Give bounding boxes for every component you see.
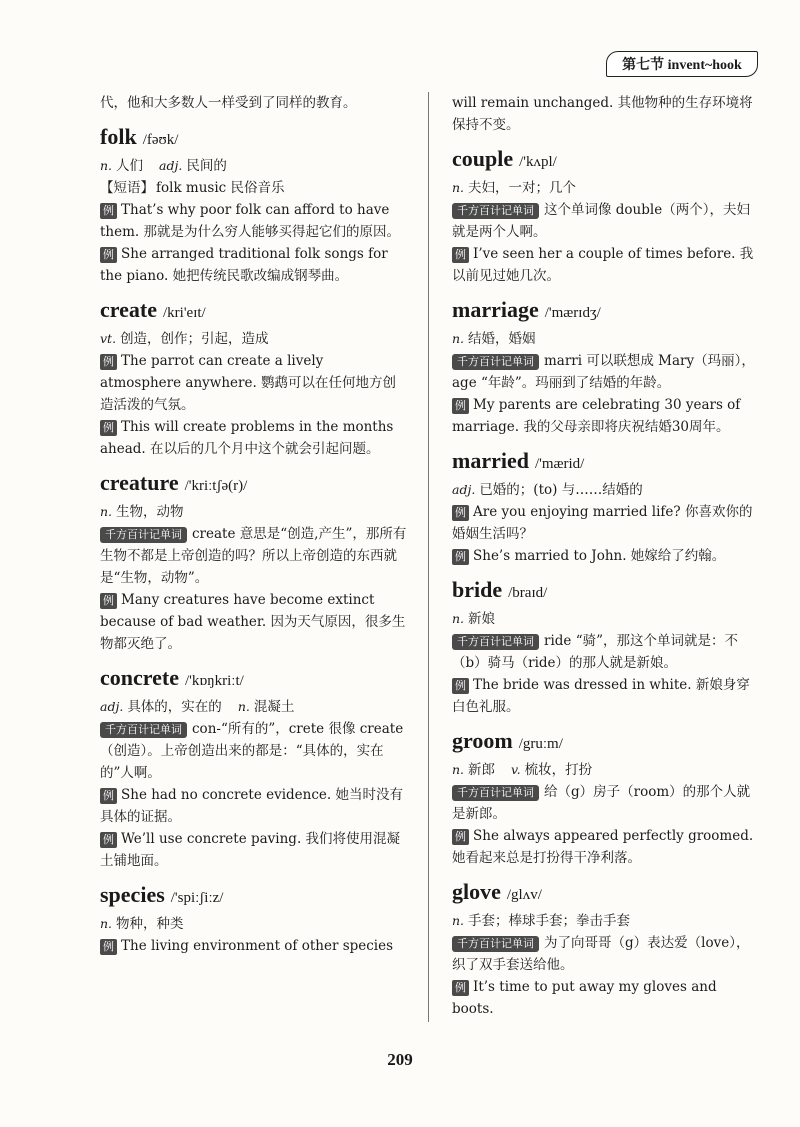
definition: 物种，种类 <box>116 916 184 932</box>
entry-married <box>452 448 762 567</box>
phrase-label: 【短语】 <box>100 180 154 196</box>
example-badge: 例 <box>100 788 117 804</box>
headword: create <box>100 297 157 322</box>
example-sentence: She had no concrete evidence. 她当时没有具体的证据。 <box>100 787 403 825</box>
example-sentence: She always appeared perfectly groomed. 她看起来总是打扮得干净利落。 <box>452 828 754 866</box>
definition: 已婚的；(to) 与……结婚的 <box>479 482 643 498</box>
entry-creature <box>100 470 408 655</box>
memory-tip-text: 给（g）房子（room）的那个人就是新郎。 <box>452 784 751 822</box>
definition: 新娘 <box>468 611 496 627</box>
memory-tip-badge: 千方百计记单词 <box>452 785 539 801</box>
entry-concrete <box>100 665 408 872</box>
definition: 手套；棒球手套；拳击手套 <box>468 913 631 929</box>
definition: 具体的，实在的 <box>127 699 222 715</box>
example-sentence: Many creatures have become extinct because of bad weather. 因为天气原因，很多生物都灭绝了。 <box>100 592 406 652</box>
example-badge: 例 <box>100 354 117 370</box>
part-of-speech: vt. <box>100 331 117 346</box>
example-sentence: That’s why poor folk can afford to have them. 那就是为什么穷人能够买得起它们的原因。 <box>100 202 400 240</box>
example-badge: 例 <box>100 420 117 436</box>
example-sentence: This will create problems in the months ahead. 在以后的几个月中这个就会引起问题。 <box>100 419 394 457</box>
part-of-speech: v. <box>511 762 521 777</box>
memory-tip-badge: 千方百计记单词 <box>452 354 539 370</box>
definition: 梳妆，打扮 <box>524 762 593 778</box>
part-of-speech: n. <box>452 180 465 195</box>
part-of-speech: adj. <box>452 482 476 497</box>
memory-tip-badge: 千方百计记单词 <box>100 527 187 543</box>
example-sentence: It’s time to put away my gloves and boots. <box>452 979 717 1017</box>
phonetic: /'kʌpl/ <box>519 154 557 170</box>
memory-tip-text: marri 可以联想成 Mary（玛丽），age “年龄”。玛丽到了结婚的年龄。 <box>452 353 755 391</box>
section-header-tab <box>606 51 758 77</box>
entry-couple <box>452 146 762 287</box>
part-of-speech: n. <box>100 504 113 519</box>
memory-tip-text: ride “骑”，那这个单词就是：不（b）骑马（ride）的那人就是新娘。 <box>452 633 738 671</box>
phonetic: /'kriːtʃə(r)/ <box>184 478 248 494</box>
left-column <box>100 92 408 957</box>
example-sentence: My parents are celebrating 30 years of marriage. 我的父母亲即将庆祝结婚30周年。 <box>452 397 741 435</box>
example-badge: 例 <box>100 593 117 609</box>
part-of-speech: n. <box>452 762 465 777</box>
example-badge: 例 <box>100 203 117 219</box>
part-of-speech: n. <box>452 913 465 928</box>
example-sentence: I’ve seen her a couple of times before. 我以前见过她几次。 <box>452 246 754 284</box>
memory-tip-text: con-“所有的”，crete 很像 create（创造）。上帝创造出来的都是：“具体的，实在的”人啊。 <box>100 721 404 781</box>
definition: 结婚，婚姻 <box>468 331 536 347</box>
entry-bride <box>452 577 762 718</box>
example-sentence: The parrot can create a lively atmosphere anywhere. 鹦鹉可以在任何地方创造活泼的气氛。 <box>100 353 397 413</box>
headword: folk <box>100 124 137 149</box>
part-of-speech: n. <box>452 331 465 346</box>
memory-tip-badge: 千方百计记单词 <box>452 634 539 650</box>
entry-create <box>100 297 408 460</box>
part-of-speech: adj. <box>159 158 183 173</box>
definition: 夫妇，一对；几个 <box>468 180 577 196</box>
part-of-speech: n. <box>100 916 113 931</box>
example-badge: 例 <box>452 549 469 565</box>
headword: couple <box>452 146 514 171</box>
memory-tip-badge: 千方百计记单词 <box>100 722 187 738</box>
phonetic: /fəʊk/ <box>142 132 179 148</box>
definition: 人们 <box>116 158 144 174</box>
phrase-text: folk music 民俗音乐 <box>156 180 285 196</box>
entry-species <box>100 882 408 957</box>
definition: 新郎 <box>468 762 496 778</box>
phonetic: /'mærɪdʒ/ <box>544 305 601 321</box>
part-of-speech: adj. <box>100 699 124 714</box>
example-badge: 例 <box>452 829 469 845</box>
example-sentence: We’ll use concrete paving. 我们将使用混凝土铺地面。 <box>100 831 401 869</box>
example-badge: 例 <box>452 980 469 996</box>
column-divider <box>428 92 429 1022</box>
headword: bride <box>452 577 503 602</box>
section-title: 第七节 invent~hook <box>622 58 742 73</box>
entry-folk <box>100 124 408 287</box>
example-badge: 例 <box>452 398 469 414</box>
memory-tip-text: 为了向哥哥（g）表达爱（love），织了双手套送给他。 <box>452 935 750 973</box>
example-sentence: She arranged traditional folk songs for the piano. 她把传统民歌改编成钢琴曲。 <box>100 246 388 284</box>
entry-marriage <box>452 297 762 438</box>
continued-text: will remain unchanged. 其他物种的生存环境将保持不变。 <box>452 95 753 133</box>
example-badge: 例 <box>452 247 469 263</box>
phonetic: /braɪd/ <box>508 585 548 601</box>
example-sentence: The bride was dressed in white. 新娘身穿白色礼服。 <box>452 677 750 715</box>
definition: 混凝土 <box>253 699 295 715</box>
example-badge: 例 <box>100 247 117 263</box>
example-badge: 例 <box>100 832 117 848</box>
headword: species <box>100 882 165 907</box>
page-number <box>0 1050 800 1070</box>
phonetic: /glʌv/ <box>506 887 542 903</box>
example-sentence: She’s married to John. 她嫁给了约翰。 <box>473 548 726 564</box>
page-number-text: 209 <box>387 1050 413 1069</box>
memory-tip-badge: 千方百计记单词 <box>452 203 539 219</box>
entry-glove <box>452 879 762 1020</box>
headword: creature <box>100 470 179 495</box>
headword: glove <box>452 879 501 904</box>
example-sentence: The living environment of other species <box>121 938 394 954</box>
memory-tip-badge: 千方百计记单词 <box>452 936 539 952</box>
headword: concrete <box>100 665 179 690</box>
continued-text: 代，他和大多数人一样受到了同样的教育。 <box>100 95 357 111</box>
headword: marriage <box>452 297 539 322</box>
entry-groom <box>452 728 762 869</box>
definition: 生物，动物 <box>116 504 184 520</box>
right-column <box>452 92 762 1020</box>
part-of-speech: n. <box>100 158 113 173</box>
headword: married <box>452 448 529 473</box>
phonetic: /'mærid/ <box>534 456 585 472</box>
example-badge: 例 <box>100 939 117 955</box>
memory-tip-text: create 意思是“创造,产生”，那所有生物不都是上帝创造的吗？所以上帝创造的东西就是“生物，动物”。 <box>100 526 407 586</box>
phonetic: /kri'eɪt/ <box>163 305 206 321</box>
example-badge: 例 <box>452 678 469 694</box>
phonetic: /'kɒŋkriːt/ <box>185 673 244 689</box>
part-of-speech: n. <box>452 611 465 626</box>
phonetic: /'spiːʃiːz/ <box>170 890 224 906</box>
example-badge: 例 <box>452 505 469 521</box>
headword: groom <box>452 728 513 753</box>
definition: 民间的 <box>186 158 227 174</box>
memory-tip-text: 这个单词像 double（两个），夫妇就是两个人啊。 <box>452 202 750 240</box>
part-of-speech: n. <box>237 699 250 714</box>
phonetic: /gruːm/ <box>518 736 563 752</box>
definition: 创造，创作；引起，造成 <box>120 331 269 347</box>
example-sentence: Are you enjoying married life? 你喜欢你的婚姻生活吗？ <box>452 504 753 542</box>
